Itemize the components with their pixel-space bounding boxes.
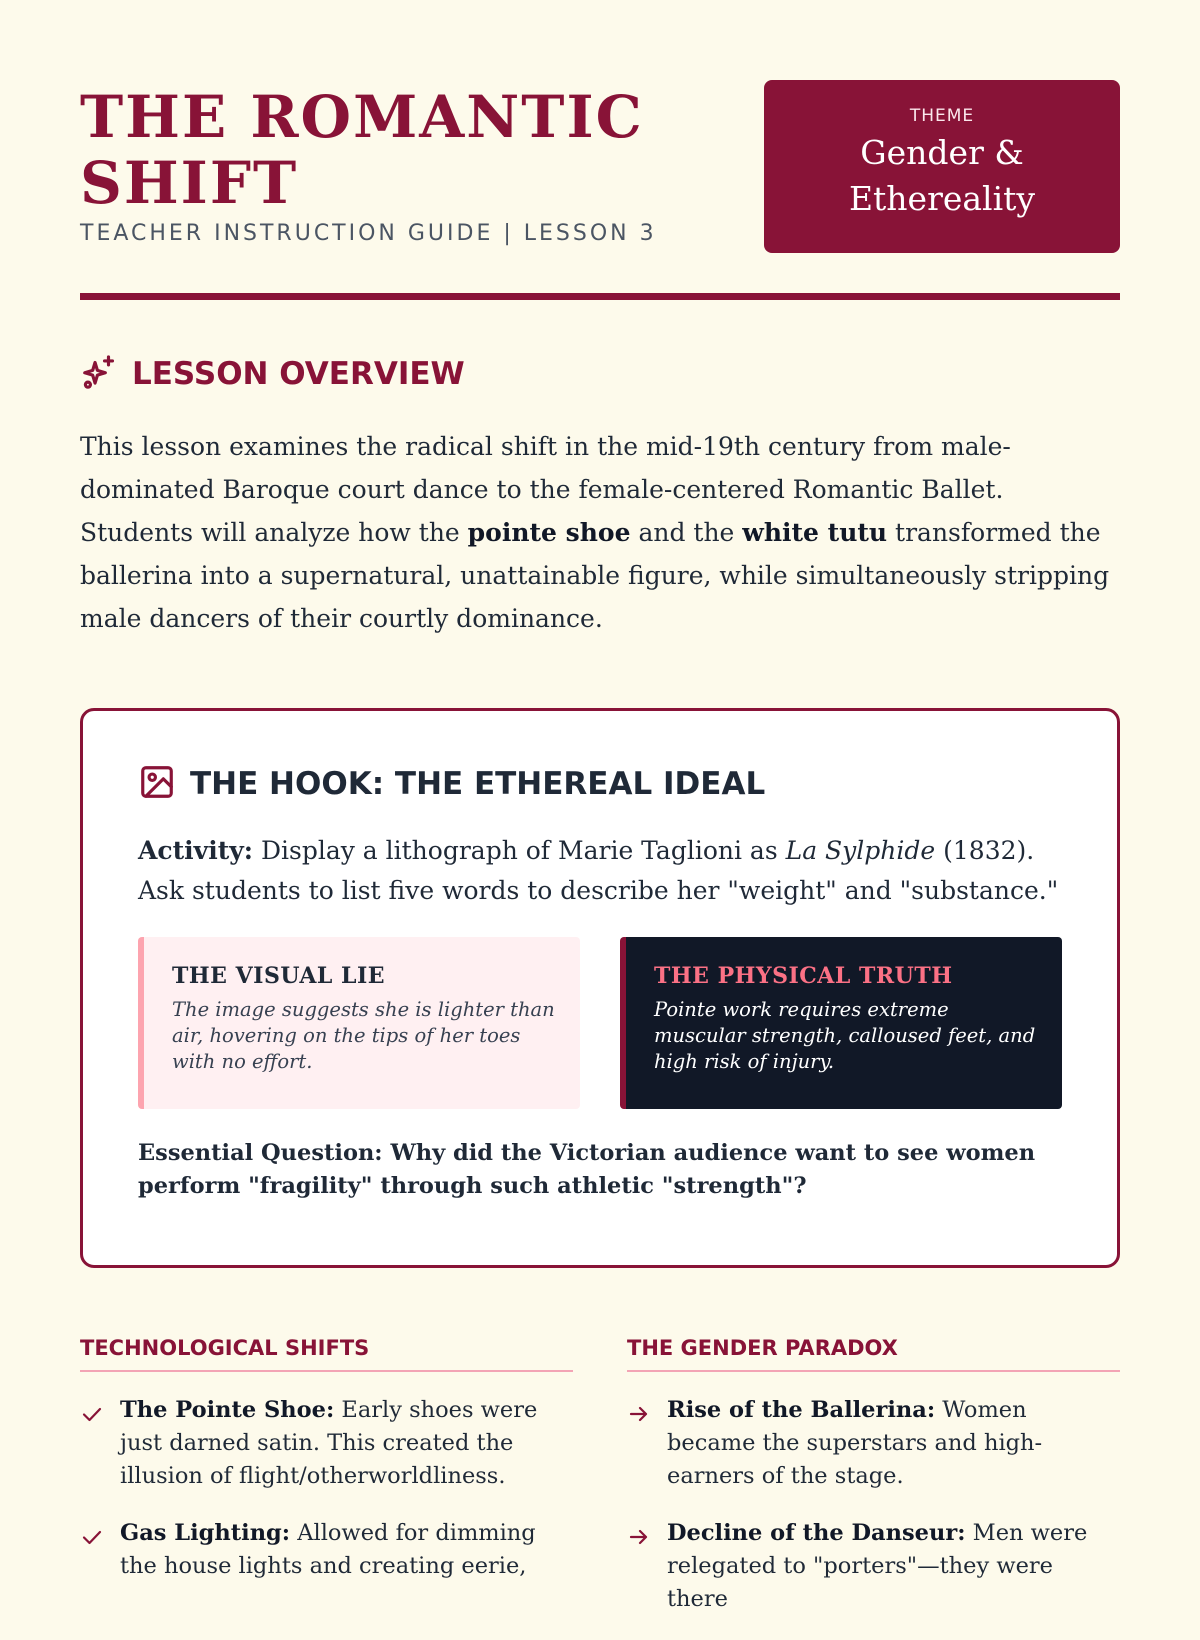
image-icon	[138, 763, 176, 805]
gender-paradox-heading: THE GENDER PARADOX	[627, 1336, 1120, 1372]
technological-shifts-list	[80, 1394, 573, 1583]
header-divider	[80, 293, 1120, 300]
visual-lie-text: The image suggests she is lighter than air, hovering on the tips of her toes with no effort.	[172, 998, 555, 1073]
hook-activity	[138, 831, 1062, 911]
check-icon	[80, 1517, 104, 1583]
activity-work-title: La Sylphide	[785, 836, 936, 865]
technological-shifts-column	[80, 1336, 573, 1640]
list-item-term: The Pointe Shoe:	[120, 1397, 335, 1423]
essential-question: Essential Question: Why did the Victorian audience want to see women perform "fragility" through such athletic "strength"?	[138, 1140, 1036, 1199]
theme-value-line-1: Gender &	[860, 133, 1024, 172]
list-item	[627, 1517, 1120, 1616]
activity-text-1: Display a lithograph of Marie Taglioni as	[253, 836, 786, 865]
overview-text-1: This lesson examines the radical shift in the mid-19th century from male-dominated Baroque court dance to the female-centered Romantic Ballet. Students will analyze how the	[80, 432, 1011, 547]
list-item	[80, 1394, 573, 1493]
list-item-text	[667, 1394, 1120, 1493]
overview-bold-pointe-shoe: pointe shoe	[467, 518, 631, 547]
hook-comparison	[138, 937, 1062, 1109]
overview-heading-text: LESSON OVERVIEW	[132, 356, 465, 392]
arrow-right-icon	[627, 1394, 651, 1493]
gender-paradox-column	[627, 1336, 1120, 1640]
overview-text-3: transformed the ballerina into a supernatural, unattainable figure, while simultaneously stripping male dancers of their courtly dominance.	[80, 518, 1110, 633]
hook-heading-text: THE HOOK: THE ETHEREAL IDEAL	[190, 766, 766, 802]
gender-paradox-list	[627, 1394, 1120, 1616]
two-column-section	[80, 1336, 1120, 1640]
page-title-line-1: THE ROMANTIC	[80, 83, 644, 151]
list-item	[80, 1517, 573, 1583]
activity-label: Activity:	[138, 836, 253, 865]
hook-card	[80, 708, 1120, 1268]
page-subtitle: TEACHER INSTRUCTION GUIDE | LESSON 3	[80, 221, 657, 246]
theme-value	[764, 130, 1120, 222]
list-item-term: Decline of the Danseur:	[667, 1520, 966, 1546]
technological-shifts-heading: TECHNOLOGICAL SHIFTS	[80, 1336, 573, 1372]
list-item-term: Rise of the Ballerina:	[667, 1397, 936, 1423]
page-header	[80, 0, 1120, 305]
check-icon	[80, 1394, 104, 1493]
theme-value-line-2: Ethereality	[848, 179, 1036, 218]
sparkles-icon	[80, 353, 118, 395]
list-item-description: Early shoes were just darned satin. This created the illusion of flight/otherworldliness.	[120, 1397, 538, 1489]
list-item-description: Women became the superstars and high-earners of the stage.	[667, 1397, 1043, 1489]
list-item-text	[667, 1517, 1120, 1616]
overview-heading	[80, 353, 1120, 395]
list-item-description: Allowed for dimming the house lights and creating eerie,	[120, 1520, 536, 1579]
overview-bold-white-tutu: white tutu	[742, 518, 888, 547]
physical-truth-title: THE PHYSICAL TRUTH	[654, 963, 953, 989]
visual-lie-title: THE VISUAL LIE	[172, 963, 386, 989]
list-item-text	[120, 1517, 573, 1583]
hook-heading	[138, 763, 1062, 805]
physical-truth-box	[620, 937, 1062, 1109]
overview-paragraph	[80, 425, 1120, 640]
list-item	[627, 1394, 1120, 1493]
list-item-term: Gas Lighting:	[120, 1520, 291, 1546]
list-item-description: Men were relegated to "porters"—they were there	[667, 1520, 1088, 1612]
activity-text-2: (1832). Ask students to list five words to describe her "weight" and "substance."	[138, 836, 1059, 905]
visual-lie-box	[138, 937, 580, 1109]
physical-truth-text: Pointe work requires extreme muscular strength, calloused feet, and high risk of injury.	[654, 998, 1036, 1073]
overview-text-2: and the	[630, 518, 743, 547]
arrow-right-icon	[627, 1517, 651, 1616]
page-title	[80, 84, 644, 216]
page-title-line-2: SHIFT	[80, 149, 299, 217]
theme-label: THEME	[909, 106, 975, 126]
list-item-text	[120, 1394, 573, 1493]
theme-card	[764, 80, 1120, 253]
